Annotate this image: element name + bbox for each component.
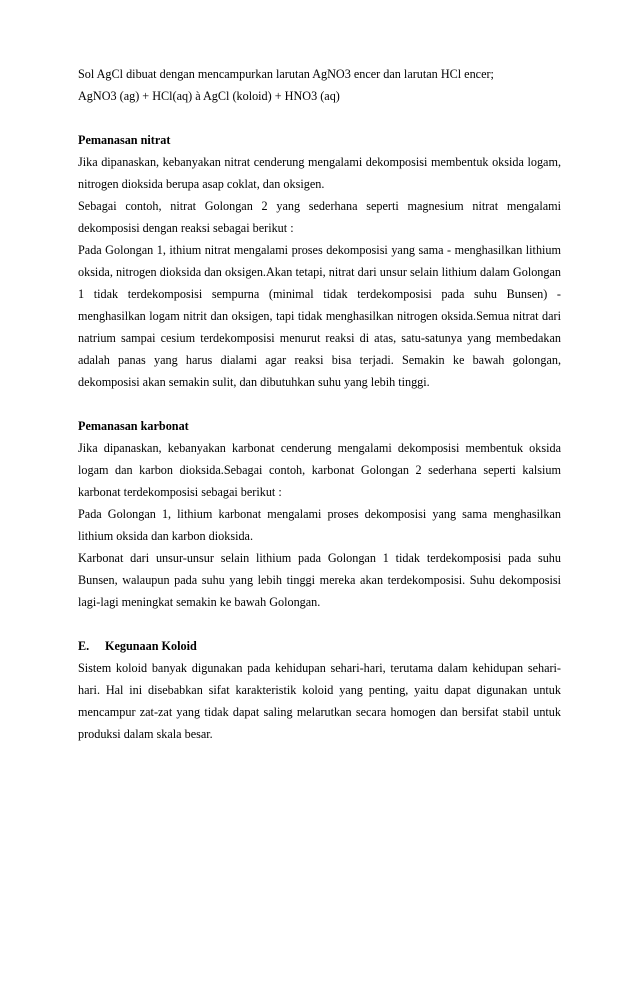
intro-reaction: AgNO3 (ag) + HCl(aq) à AgCl (koloid) + HNO3 (aq)	[78, 89, 340, 103]
nitrat-paragraph-3: Pada Golongan 1, ithium nitrat mengalami proses dekomposisi yang sama - menghasilkan lithium oksida, nitrogen dioksida dan oksigen.Akan tetapi, nitrat dari unsur selain lithium dalam Golongan 1 tidak terdekomposisi sempurna (minimal tidak terdekomposisi pada suhu Bunsen) - menghasilkan logam nitrit dan oksigen, tapi tidak menghasilkan nitrogen oksida.Semua nitrat dari natrium sampai cesium terdekomposisi menurut reaksi di atas, satu-satunya yang membedakan adalah panas yang harus dialami agar reaksi bisa terjadi. Semakin ke bawah golongan, dekomposisi akan semakin sulit, dan dibutuhkan suhu yang lebih tinggi.	[78, 243, 561, 389]
karbonat-paragraph-3: Karbonat dari unsur-unsur selain lithium pada Golongan 1 tidak terdekomposisi pada suhu Bunsen, walaupun pada suhu yang lebih tinggi mereka akan terdekomposisi. Suhu dekomposisi lagi-lagi meningkat semakin ke bawah Golongan.	[78, 551, 561, 609]
section-title: Kegunaan Koloid	[105, 639, 197, 653]
spacer	[78, 393, 561, 415]
document-page	[78, 63, 561, 745]
nitrat-paragraph-2: Sebagai contoh, nitrat Golongan 2 yang sederhana seperti magnesium nitrat mengalami dekomposisi dengan reaksi sebagai berikut :	[78, 199, 561, 235]
section-number: E.	[78, 639, 90, 653]
karbonat-paragraph-1: Jika dipanaskan, kebanyakan karbonat cenderung mengalami dekomposisi membentuk oksida logam dan karbon dioksida.Sebagai contoh, karbonat Golongan 2 sederhana seperti kalsium karbonat terdekomposisi sebagai berikut :	[78, 441, 561, 499]
karbonat-paragraph-2: Pada Golongan 1, lithium karbonat mengalami proses dekomposisi yang sama menghasilkan lithium oksida dan karbon dioksida.	[78, 507, 561, 543]
kegunaan-paragraph-1: Sistem koloid banyak digunakan pada kehidupan sehari-hari, terutama dalam kehidupan sehari-hari. Hal ini disebabkan sifat karakteristik koloid yang penting, yaitu dapat digunakan untuk mencampur zat-zat yang tidak dapat saling melarutkan secara homogen dan bersifat stabil untuk produksi dalam skala besar.	[78, 661, 561, 741]
heading-kegunaan-koloid	[78, 635, 561, 657]
spacer	[78, 613, 561, 635]
intro-line-1: Sol AgCl dibuat dengan mencampurkan larutan AgNO3 encer dan larutan HCl encer;	[78, 67, 494, 81]
heading-pemanasan-nitrat: Pemanasan nitrat	[78, 133, 171, 147]
spacer	[78, 107, 561, 129]
heading-pemanasan-karbonat: Pemanasan karbonat	[78, 419, 189, 433]
nitrat-paragraph-1: Jika dipanaskan, kebanyakan nitrat cenderung mengalami dekomposisi membentuk oksida logam, nitrogen dioksida berupa asap coklat, dan oksigen.	[78, 155, 561, 191]
